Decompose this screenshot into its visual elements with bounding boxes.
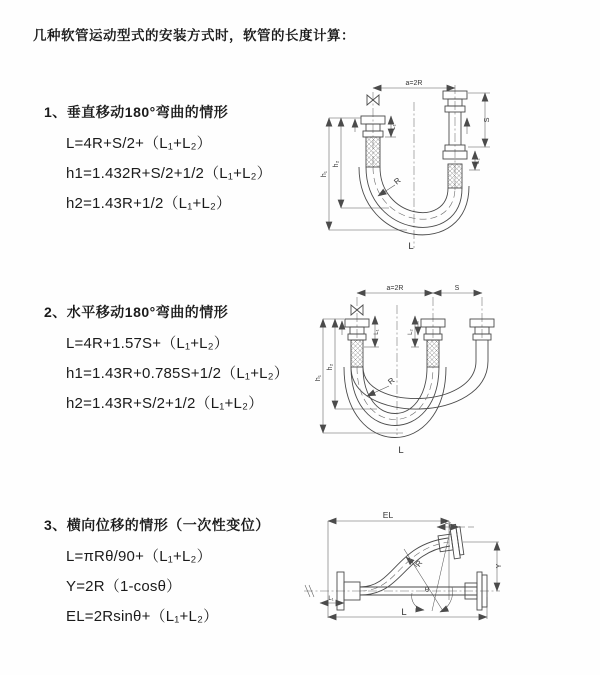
angle-construction-line [432,531,450,611]
formula-y: Y=2R（1-cosθ） [66,578,182,595]
hose-arc-centerline [357,367,433,420]
dim-label-h1: h₁ [315,374,322,382]
diagram-1-svg [315,72,595,257]
diagram-horizontal-180-bend [315,283,595,463]
hose-arc [363,367,427,414]
upper-flange-plate [450,524,461,559]
valve-icon [351,305,357,315]
valve-icon [367,95,373,105]
radius-leader [378,185,395,196]
angle-construction-line [404,549,443,611]
diagram-2-svg [315,283,595,463]
section-3-heading: 3、横向位移的情形（一次性变位） [44,517,270,533]
dim-label-span: a=2R [405,80,423,87]
s-curve-hose [360,546,450,595]
section-2-heading: 2、水平移动180°弯曲的情形 [44,304,229,320]
valve-icon [357,305,363,315]
section-1-text [44,102,316,219]
left-hose-braid [366,137,380,167]
dim-label-s: S [454,285,460,292]
length-label: L [398,445,404,456]
dim-label-l1: L₁ [374,329,380,335]
dim-label-el: EL [382,510,394,520]
dim-label-s: S [482,117,491,123]
formula-length: L=πRθ/90+（L₁+L₂） [66,548,212,565]
radius-label: R [386,375,397,387]
radius-label: R [413,558,425,569]
angle-arrow [412,593,424,610]
length-label: L [401,607,407,618]
formula-length: L=4R+1.57S+（L₁+L₂） [66,335,229,352]
diagram-lateral-displacement [300,505,595,655]
dim-label-l2: L₂ [445,520,451,526]
length-label: L [408,241,414,252]
dim-label-l1: L₁ [391,124,397,130]
section-3-text [44,515,316,632]
formula-el: EL=2Rsinθ+（L₁+L₂） [66,608,219,625]
dim-label-h2: h₂ [333,160,340,168]
formula-h2: h2=1.43R+S/2+1/2（L₁+L₂） [66,395,264,412]
radius-label: R [392,175,403,187]
dim-label-span: a=2R [386,285,404,292]
diagram-3-svg [300,505,595,655]
dim-label-l2: L₂ [408,329,414,335]
dim-label-h2: h₂ [327,363,334,371]
upper-flange-plate [456,527,464,555]
formula-length: L=4R+S/2+（L₁+L₂） [66,135,212,152]
section-1-heading: 1、垂直移动180°弯曲的情形 [44,104,229,120]
dim-label-l2: L₂ [475,158,481,164]
hose-arc-shifted [363,361,476,399]
dim-label-y: Y [496,563,503,569]
mid-hose-braid [427,340,439,367]
dim-label-l1: L₁ [328,596,334,602]
diagram-vertical-180-bend [315,72,595,257]
left-hose-braid [351,340,363,367]
formula-h2: h2=1.43R+1/2（L₁+L₂） [66,195,232,212]
valve-icon [373,95,379,105]
section-2-text [44,302,316,419]
right-hose-braid [448,164,462,188]
angle-label: θ [424,585,430,594]
formula-h1: h1=1.432R+S/2+1/2（L₁+L₂） [66,165,272,182]
radius-leader [367,386,389,396]
formula-h1: h1=1.43R+0.785S+1/2（L₁+L₂） [66,365,289,382]
dim-label-h1: h₁ [321,170,328,178]
page-title: 几种软管运动型式的安装方式时，软管的长度计算： [33,28,355,43]
